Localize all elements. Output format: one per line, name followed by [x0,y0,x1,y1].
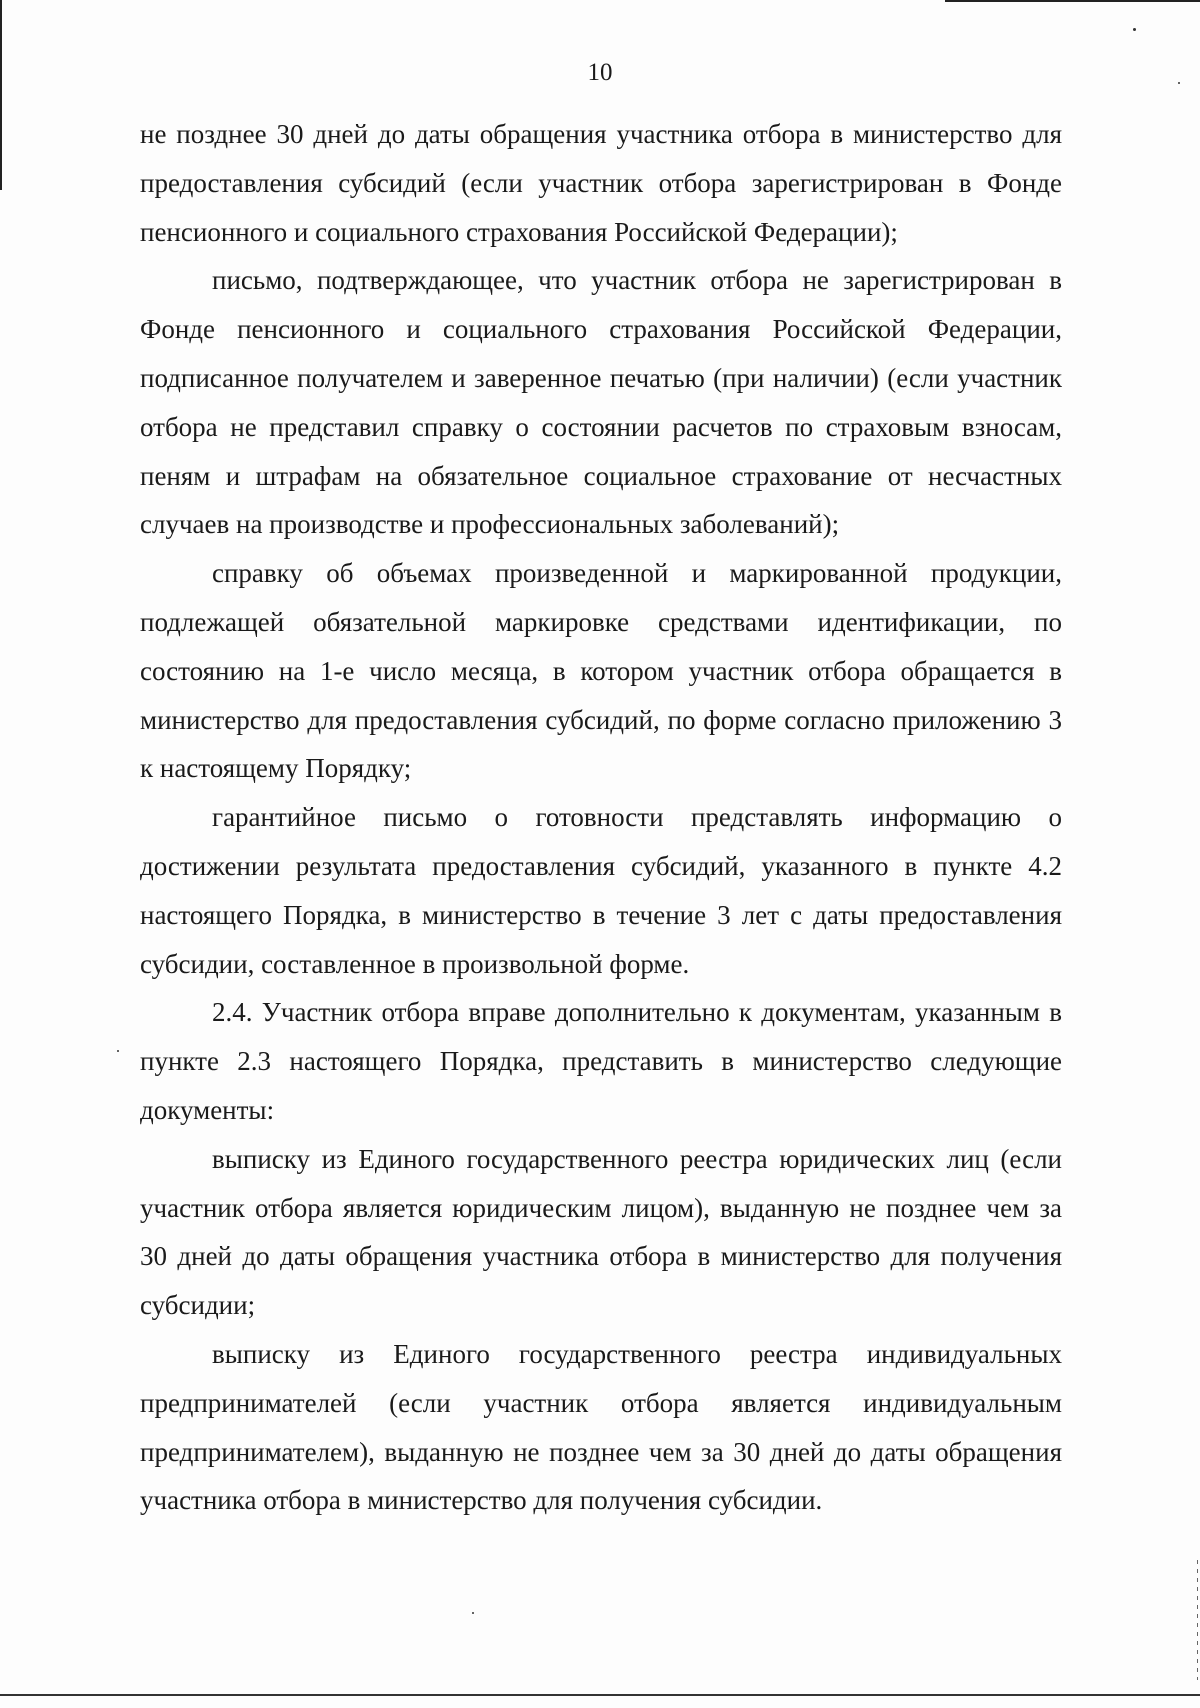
document-body [140,110,1062,1525]
scan-edge-left [0,0,2,190]
paragraph: 2.4. Участник отбора вправе дополнительно к документам, указанным в пункте 2.3 настоящего Порядка, представить в министерство следующие документы: [140,997,1062,1125]
scan-edge-bottom [0,1694,1200,1696]
paragraph: письмо, подтверждающее, что участник отбора не зарегистрирован в Фонде пенсионного и социального страхования Российской Федерации, подписанное получателем и заверенное печатью (при наличии) (если участник отбора не представил справку о состоянии расчетов по страховым взносам, пеням и штрафам на обязательное социальное страхование от несчастных случаев на производстве и профессиональных заболеваний); [140,265,1062,540]
paragraph: не позднее 30 дней до даты обращения участника отбора в министерство для предоставления субсидий (если участник отбора зарегистрирован в Фонде пенсионного и социального страхования Российской Федерации); [140,119,1062,247]
scan-edge-top [945,0,1200,2]
scan-edge-right [1197,1560,1198,1680]
paragraph: справку об объемах произведенной и маркированной продукции, подлежащей обязательной маркировке средствами идентификации, по состоянию на 1-е число месяца, в котором участник отбора обращается в министерство для предоставления субсидий, по форме согласно приложению 3 к настоящему Порядку; [140,558,1062,784]
scan-speck [117,1050,119,1052]
paragraph: выписку из Единого государственного реестра индивидуальных предпринимателей (если участник отбора является индивидуальным предпринимателем), выданную не позднее чем за 30 дней до даты обращения участника отбора в министерство для получения субсидии. [140,1338,1062,1516]
page-number: 10 [587,59,613,86]
scan-speck [1133,28,1136,31]
paragraph: гарантийное письмо о готовности представлять информацию о достижении результата предоставления субсидий, указанного в пункте 4.2 настоящего Порядка, в министерство в течение 3 лет с даты предоставления субсидии, составленное в произвольной форме. [140,802,1062,979]
paragraph: выписку из Единого государственного реестра юридических лиц (если участник отбора является юридическим лицом), выданную не позднее чем за 30 дней до даты обращения участника отбора в министерство для получения субсидии; [140,1143,1062,1321]
scan-speck [472,1612,474,1614]
